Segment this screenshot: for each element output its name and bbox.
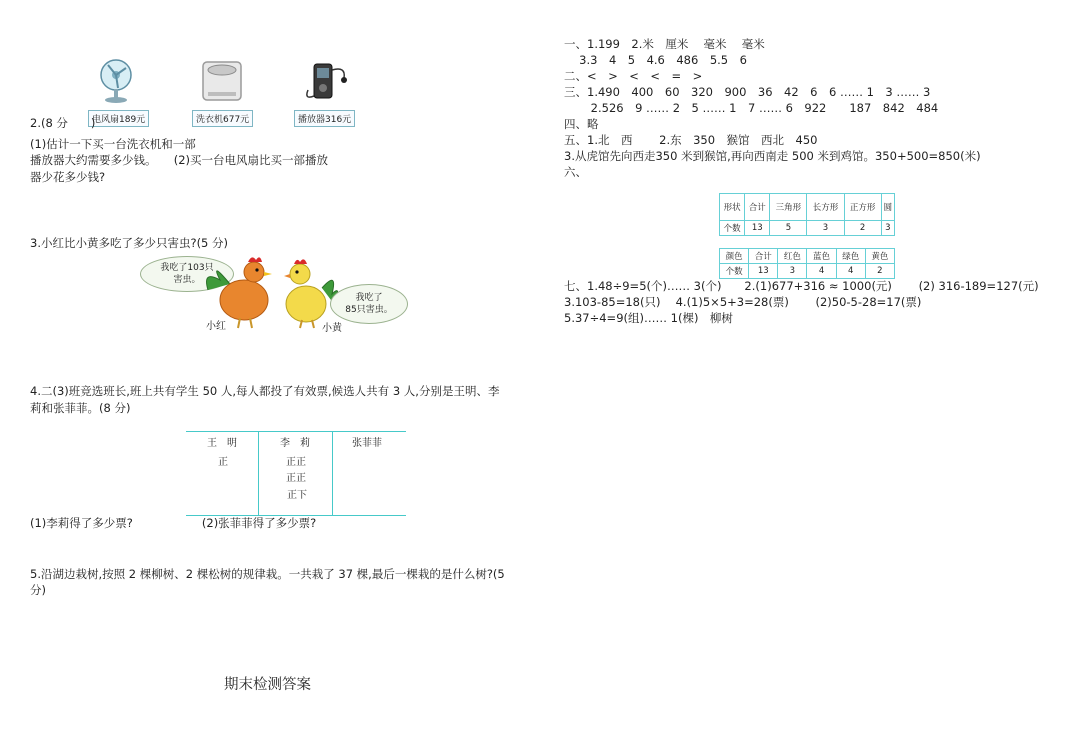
shape-table-row [720,221,895,236]
table-cell: 4 [807,264,836,279]
table-cell: 13 [749,264,778,279]
q2-line2: 播放器大约需要多少钱。 (2)买一台电风扇比买一部播放 [30,153,329,167]
q5-line2: 分) [30,583,46,597]
color-table [719,248,895,279]
q4-line1: 4.二(3)班竞选班长,班上共有学生 50 人,每人都投了有效票,候选人共有 3 人,分别是王明、李 [30,384,500,398]
table-cell: 3 [778,264,807,279]
q4-line2: 莉和张菲菲。(8 分) [30,401,131,415]
q4-sub: (1)李莉得了多少票? (2)张菲菲得了多少票? [30,516,317,530]
product-washer [200,58,244,102]
table-cell: 红色 [778,249,807,264]
tally-li-3: 正下 [287,490,307,501]
table-cell: 形状 [720,194,745,221]
q2-line1: (1)估计一下买一台洗衣机和一部 [30,137,196,151]
product-label-player: 播放器316元 [294,110,355,127]
bubble-red-line1: 我吃了103只 [160,263,214,273]
table-cell: 2 [865,264,894,279]
product-player [302,60,350,104]
answer-line-8: 3.从虎馆先向西走350 米到猴馆,再向西南走 500 米到鸡馆。350+500=850(米) [564,149,981,163]
tally-li-2: 正正 [286,473,306,484]
answer-line-5: 2.526 9 …… 2 5 …… 1 7 …… 6 922 187 842 484 [564,101,939,115]
bubble-yellow [330,284,408,324]
table-cell: 2 [844,221,881,236]
product-label-washer: 洗衣机677元 [192,110,253,127]
table-cell: 3 [881,221,894,236]
q2-line3: 器少花多少钱? [30,170,106,184]
table-cell: 正方形 [844,194,881,221]
name-red: 小红 [206,321,226,332]
answer-line-2: 3.3 4 5 4.6 486 5.5 6 [564,53,747,67]
shape-table [719,193,895,236]
color-table-row [720,264,895,279]
table-cell: 绿色 [836,249,865,264]
table-cell: 13 [745,221,770,236]
q5-line1: 5.沿湖边栽树,按照 2 棵柳树、2 棵松树的规律栽。一共栽了 37 棵,最后一棵栽的是什么树?(5 [30,567,505,581]
answer-line-11: 3.103-85=18(只) 4.(1)5×5+3=28(票) (2)50-5-28=17(票) [564,295,922,309]
q3-title: 3.小红比小黄多吃了多少只害虫?(5 分) [30,236,229,250]
vote-table-divider-1 [258,431,259,515]
answer-line-3: 二、< > < < = > [564,69,703,83]
table-cell: 个数 [720,264,749,279]
tally-li-1: 正正 [286,457,306,468]
vote-table-divider-2 [332,431,333,515]
bubble-red-line2: 害虫。 [173,275,201,285]
color-table-header [720,249,895,264]
candidate-li: 李 莉 [280,438,310,449]
table-cell: 合计 [745,194,770,221]
product-label-fan: 电风扇189元 [88,110,149,127]
tally-wang: 正 [218,457,228,468]
table-cell: 4 [836,264,865,279]
answer-line-6: 四、略 [564,117,599,131]
product-fan [96,58,136,104]
bubble-yellow-line1: 我吃了 [355,293,383,303]
table-cell: 蓝色 [807,249,836,264]
shape-table-header [720,194,895,221]
table-cell: 个数 [720,221,745,236]
name-yellow: 小黄 [322,323,342,334]
bubble-yellow-line2: 85只害虫。 [345,305,393,315]
table-cell: 圆 [881,194,894,221]
table-cell: 5 [770,221,807,236]
candidate-zhang: 张菲菲 [352,438,382,449]
candidate-wang: 王 明 [207,438,237,449]
q2-title: 2.(8 分 ) [30,116,96,130]
answer-line-1: 一、1.199 2.米 厘米 毫米 毫米 [564,37,765,51]
fan-icon [96,58,136,104]
answer-line-4: 三、1.490 400 60 320 900 36 42 6 6 …… 1 3 …… 3 [564,85,931,99]
vote-table-top-line [186,431,406,432]
table-cell: 三角形 [770,194,807,221]
answer-line-7: 五、1.北 西 2.东 350 猴馆 西北 450 [564,133,818,147]
table-cell: 3 [807,221,844,236]
table-cell: 合计 [749,249,778,264]
answer-title: 期末检测答案 [224,677,311,693]
answer-line-10: 七、1.48÷9=5(个)…… 3(个) 2.(1)677+316 ≈ 1000(元) (2) 316-189=127(元) [564,279,1039,293]
music-player-icon [302,60,350,104]
answer-line-12: 5.37÷4=9(组)…… 1(棵) 柳树 [564,311,733,325]
table-cell: 颜色 [720,249,749,264]
table-cell: 长方形 [807,194,844,221]
answer-line-9: 六、 [564,165,587,179]
washing-machine-icon [200,58,244,102]
table-cell: 黄色 [865,249,894,264]
